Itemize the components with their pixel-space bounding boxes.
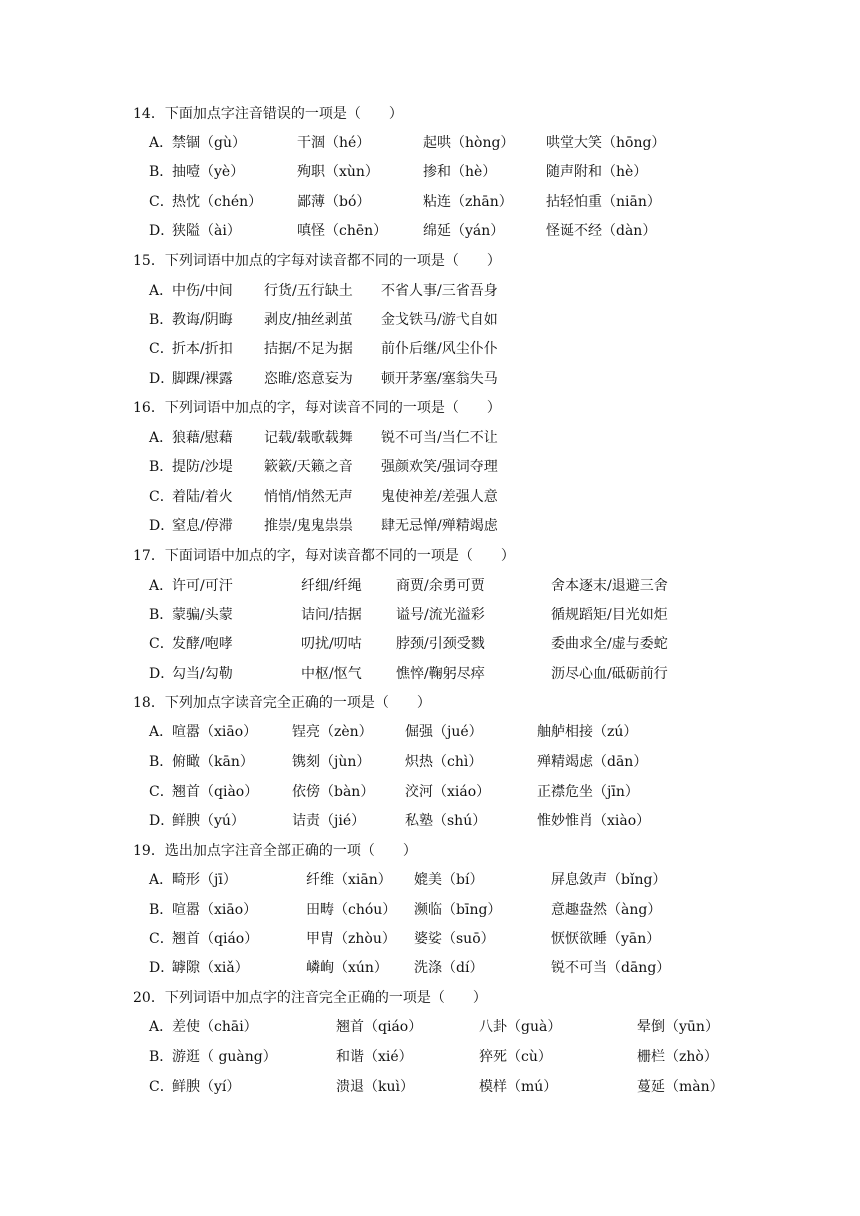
option-item: 推崇/鬼鬼祟祟 bbox=[264, 518, 353, 534]
option-item: 绵延（yán） bbox=[423, 223, 505, 239]
option-item: 舍本逐末/退避三舍 bbox=[551, 578, 668, 594]
option-item: 不省人事/三省吾身 bbox=[381, 283, 498, 299]
option-letter: A． bbox=[149, 283, 174, 299]
option-item: 前仆后继/风尘仆仆 bbox=[381, 341, 498, 357]
option-item: 炽热（chì） bbox=[405, 754, 483, 770]
option-letter: A． bbox=[149, 135, 174, 151]
option-letter: A． bbox=[149, 872, 174, 888]
option-item: 诘问/拮据 bbox=[301, 607, 362, 623]
option-item: 热忱（chén） bbox=[172, 194, 263, 210]
option-item: 教诲/阴晦 bbox=[172, 312, 233, 328]
option-letter: A． bbox=[149, 724, 174, 740]
option-item: 濒临（bīng） bbox=[414, 902, 502, 918]
option-letter: B． bbox=[149, 312, 174, 328]
option-item: 惟妙惟肖（xiào） bbox=[537, 813, 651, 829]
option-letter: B． bbox=[149, 902, 174, 918]
option-item: 游逛（ guàng） bbox=[172, 1049, 277, 1065]
option-letter: B． bbox=[149, 607, 174, 623]
option-item: 甲胄（zhòu） bbox=[306, 931, 396, 947]
option-item: 喧嚣（xiāo） bbox=[172, 902, 258, 918]
option-item: 栅栏（zhò） bbox=[637, 1049, 718, 1065]
option-item: 鄙薄（bó） bbox=[297, 194, 371, 210]
option-letter: C． bbox=[149, 636, 174, 652]
option-item: 诘责（jié） bbox=[292, 813, 366, 829]
option-item: 翘首（qiáo） bbox=[336, 1019, 423, 1035]
option-item: 恹恹欲睡（yān） bbox=[551, 931, 661, 947]
option-item: 禁锢（gù） bbox=[172, 135, 246, 151]
option-item: 私塾（shú） bbox=[405, 813, 487, 829]
option-letter: D． bbox=[149, 813, 175, 829]
option-item: 叨扰/叨咕 bbox=[301, 636, 362, 652]
option-letter: D． bbox=[149, 518, 175, 534]
option-item: 干涸（hé） bbox=[297, 135, 371, 151]
option-item: 脚踝/裸露 bbox=[172, 371, 233, 387]
option-letter: D． bbox=[149, 960, 175, 976]
option-item: 哄堂大笑（hōng） bbox=[546, 135, 666, 151]
option-item: 抽噎（yè） bbox=[172, 164, 245, 180]
option-item: 拮据/不足为据 bbox=[264, 341, 353, 357]
option-item: 拈轻怕重（niān） bbox=[546, 194, 661, 210]
option-item: 怪诞不经（dàn） bbox=[546, 223, 657, 239]
option-item: 着陆/着火 bbox=[172, 489, 233, 505]
option-item: 中枢/怄气 bbox=[301, 666, 362, 682]
option-item: 行货/五行缺土 bbox=[264, 283, 353, 299]
option-item: 悄悄/悄然无声 bbox=[264, 489, 353, 505]
option-item: 折本/折扣 bbox=[172, 341, 233, 357]
option-item: 沥尽心血/砥砺前行 bbox=[551, 666, 668, 682]
option-letter: C． bbox=[149, 1079, 174, 1095]
option-letter: C． bbox=[149, 931, 174, 947]
option-item: 溃退（kuì） bbox=[336, 1079, 414, 1095]
option-item: 晕倒（yūn） bbox=[637, 1019, 719, 1035]
option-item: 恣睢/恣意妄为 bbox=[264, 371, 353, 387]
option-letter: D． bbox=[149, 666, 175, 682]
option-item: 循规蹈矩/目光如炬 bbox=[551, 607, 668, 623]
option-item: 纤细/纤绳 bbox=[301, 578, 362, 594]
option-item: 谥号/流光溢彩 bbox=[396, 607, 485, 623]
option-item: 狭隘（ài） bbox=[172, 223, 241, 239]
option-letter: B． bbox=[149, 164, 174, 180]
option-item: 记载/载歌载舞 bbox=[264, 430, 353, 446]
option-item: 锃亮（zèn） bbox=[292, 724, 373, 740]
option-item: 翘首（qiáo） bbox=[172, 931, 259, 947]
option-item: 意趣盎然（àng） bbox=[551, 902, 662, 918]
question-stem: 17．下面词语中加点的字，每对读音都不同的一项是（ ） bbox=[133, 548, 515, 564]
option-item: 委曲求全/虚与委蛇 bbox=[551, 636, 668, 652]
option-item: 翘首（qiào） bbox=[172, 784, 259, 800]
question-stem: 19．选出加点字注音全部正确的一项（ ） bbox=[133, 843, 417, 859]
option-item: 憔悴/鞠躬尽瘁 bbox=[396, 666, 485, 682]
option-item: 嶙峋（xún） bbox=[306, 960, 388, 976]
option-item: 婆娑（suō） bbox=[414, 931, 495, 947]
option-item: 洨河（xiáo） bbox=[405, 784, 491, 800]
option-item: 锐不可当/当仁不让 bbox=[381, 430, 498, 446]
option-item: 剥皮/抽丝剥茧 bbox=[264, 312, 353, 328]
option-letter: A． bbox=[149, 430, 174, 446]
option-letter: B． bbox=[149, 1049, 174, 1065]
option-item: 嗔怪（chēn） bbox=[297, 223, 388, 239]
option-item: 俯瞰（kān） bbox=[172, 754, 254, 770]
option-item: 镌刻（jùn） bbox=[292, 754, 371, 770]
option-item: 舳舻相接（zú） bbox=[537, 724, 638, 740]
option-item: 罅隙（xiǎ） bbox=[172, 960, 249, 976]
option-item: 模样（mú） bbox=[479, 1079, 558, 1095]
option-letter: B． bbox=[149, 459, 174, 475]
option-letter: D． bbox=[149, 223, 175, 239]
option-item: 依傍（bàn） bbox=[292, 784, 375, 800]
option-item: 锐不可当（dāng） bbox=[551, 960, 671, 976]
option-item: 顿开茅塞/塞翁失马 bbox=[381, 371, 498, 387]
option-item: 洗涤（dí） bbox=[414, 960, 484, 976]
option-letter: C． bbox=[149, 489, 174, 505]
option-item: 鬼使神差/差强人意 bbox=[381, 489, 498, 505]
option-item: 差使（chāi） bbox=[172, 1019, 258, 1035]
option-item: 屏息敛声（bǐng） bbox=[551, 872, 667, 888]
option-item: 蒙骗/头蒙 bbox=[172, 607, 233, 623]
option-item: 鲜腴（yí） bbox=[172, 1079, 241, 1095]
option-letter: B． bbox=[149, 754, 174, 770]
option-item: 提防/沙堤 bbox=[172, 459, 233, 475]
option-item: 中伤/中间 bbox=[172, 283, 233, 299]
option-letter: C． bbox=[149, 784, 174, 800]
question-stem: 20．下列词语中加点字的注音完全正确的一项是（ ） bbox=[133, 990, 487, 1006]
option-item: 田畴（chóu） bbox=[306, 902, 397, 918]
option-item: 起哄（hòng） bbox=[423, 135, 515, 151]
option-item: 媲美（bí） bbox=[414, 872, 484, 888]
option-item: 随声附和（hè） bbox=[546, 164, 648, 180]
option-item: 八卦（guà） bbox=[479, 1019, 562, 1035]
option-item: 鲜腴（yú） bbox=[172, 813, 245, 829]
option-item: 殚精竭虑（dān） bbox=[537, 754, 648, 770]
option-item: 猝死（cù） bbox=[479, 1049, 552, 1065]
option-item: 强颜欢笑/强词夺理 bbox=[381, 459, 498, 475]
option-item: 和谐（xié） bbox=[336, 1049, 413, 1065]
option-item: 掺和（hè） bbox=[423, 164, 497, 180]
question-stem: 15．下列词语中加点的字每对读音都不同的一项是（ ） bbox=[133, 253, 501, 269]
option-letter: D． bbox=[149, 371, 175, 387]
option-item: 殉职（xùn） bbox=[297, 164, 379, 180]
option-letter: C． bbox=[149, 341, 174, 357]
question-stem: 18．下列加点字读音完全正确的一项是（ ） bbox=[133, 695, 431, 711]
option-letter: A． bbox=[149, 1019, 174, 1035]
question-stem: 16．下列词语中加点的字，每对读音不同的一项是（ ） bbox=[133, 400, 501, 416]
option-item: 肆无忌惮/殚精竭虑 bbox=[381, 518, 498, 534]
option-item: 脖颈/引颈受戮 bbox=[396, 636, 485, 652]
option-item: 倔强（jué） bbox=[405, 724, 483, 740]
option-item: 商贾/余勇可贾 bbox=[396, 578, 485, 594]
option-letter: A． bbox=[149, 578, 174, 594]
option-item: 发酵/咆哮 bbox=[172, 636, 233, 652]
option-item: 畸形（jī） bbox=[172, 872, 237, 888]
option-item: 狼藉/慰藉 bbox=[172, 430, 233, 446]
option-item: 正襟危坐（jīn） bbox=[537, 784, 639, 800]
option-letter: C． bbox=[149, 194, 174, 210]
question-stem: 14．下面加点字注音错误的一项是（ ） bbox=[133, 106, 403, 122]
option-item: 许可/可汗 bbox=[172, 578, 233, 594]
option-item: 喧嚣（xiāo） bbox=[172, 724, 258, 740]
option-item: 簌簌/天籁之音 bbox=[264, 459, 353, 475]
option-item: 蔓延（màn） bbox=[637, 1079, 724, 1095]
option-item: 粘连（zhān） bbox=[423, 194, 513, 210]
option-item: 金戈铁马/游弋自如 bbox=[381, 312, 498, 328]
option-item: 纤维（xiān） bbox=[306, 872, 392, 888]
option-item: 窒息/停滞 bbox=[172, 518, 233, 534]
option-item: 勾当/勾勒 bbox=[172, 666, 233, 682]
